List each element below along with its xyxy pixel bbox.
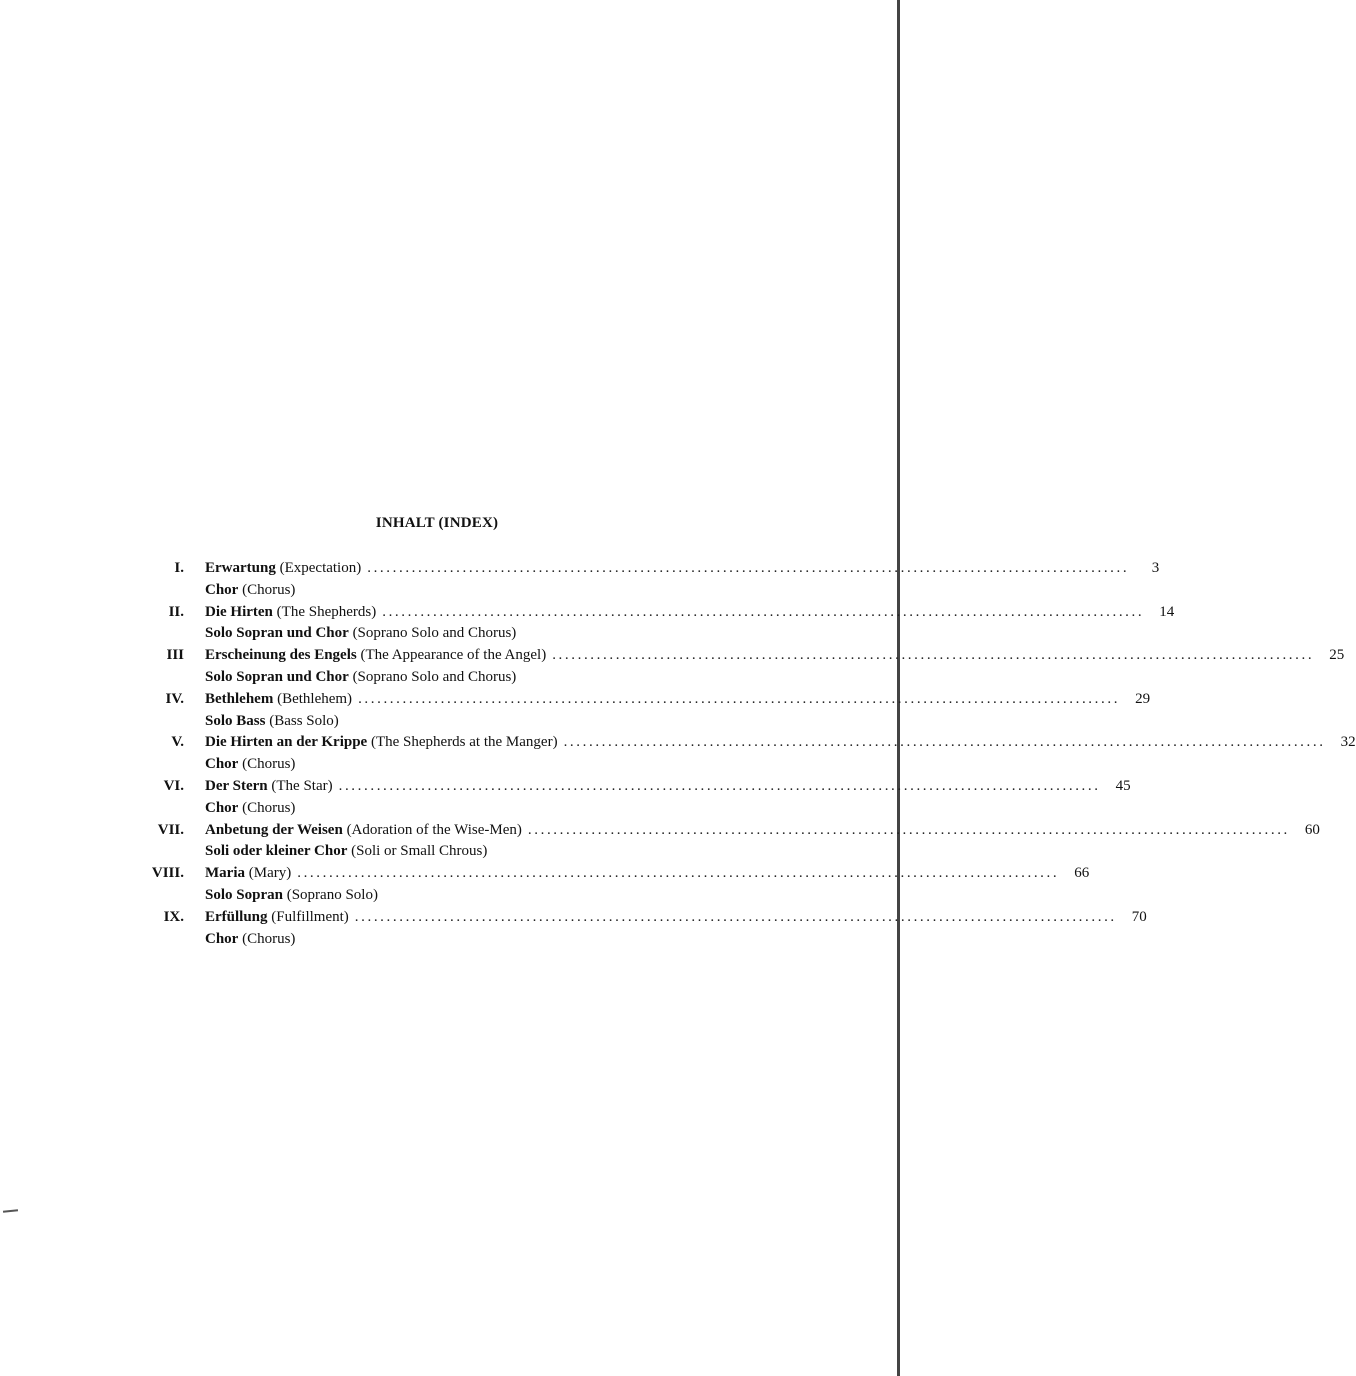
voice-translation: (Soli or Small Chrous) (351, 843, 488, 860)
voice-translation: (Soprano Solo and Chorus) (352, 625, 517, 642)
entry-translation: (The Shepherds at the Manger) (370, 734, 558, 751)
entry-translation: (Fulfillment) (271, 908, 349, 925)
entry-page-number: 29 (1135, 690, 1151, 707)
voice-label: Chor (205, 581, 239, 598)
entry-number: III (166, 647, 184, 664)
toc-voice-line (140, 798, 720, 820)
entry-translation: (Mary) (248, 865, 292, 882)
entry-number: II. (168, 603, 184, 620)
toc-entry[interactable] (140, 907, 1147, 929)
entry-number: VIII. (151, 865, 184, 882)
dot-leader: ........................................................................................................................ (527, 821, 1290, 838)
entry-translation: (Bethlehem) (277, 690, 353, 707)
dot-leader: ........................................................................................................................ (367, 560, 1130, 576)
table-of-contents (140, 558, 1356, 950)
toc-entry[interactable] (140, 602, 1175, 624)
voice-label: Chor (205, 799, 239, 816)
entry-page-number: 60 (1304, 821, 1320, 838)
toc-entry[interactable] (140, 689, 1151, 711)
page-title: INHALT (INDEX) (375, 515, 499, 531)
dot-leader: ........................................................................................................................ (297, 865, 1060, 882)
voice-translation: (Chorus) (242, 799, 296, 816)
entry-title: Maria (205, 865, 245, 882)
voice-translation: (Chorus) (242, 581, 296, 598)
toc-entry[interactable] (140, 776, 1131, 798)
entry-page-number: 3 (1151, 560, 1160, 576)
toc-entry[interactable] (140, 863, 1090, 885)
toc-voice-line (140, 929, 720, 951)
entry-page-number: 25 (1329, 647, 1345, 664)
voice-label: Soli oder kleiner Chor (205, 843, 348, 860)
entry-title: Anbetung der Weisen (205, 821, 343, 838)
entry-translation: (Adoration of the Wise-Men) (346, 821, 522, 838)
voice-translation: (Bass Solo) (269, 712, 339, 729)
entry-number: IV. (165, 690, 184, 707)
dot-leader: ........................................................................................................................ (338, 777, 1101, 794)
toc-voice-line (140, 711, 720, 733)
entry-translation: (The Star) (271, 777, 333, 794)
entry-page-number: 70 (1131, 908, 1147, 925)
entry-page-number: 45 (1115, 777, 1131, 794)
voice-label: Chor (205, 756, 239, 773)
voice-label: Solo Sopran (205, 886, 283, 903)
voice-label: Solo Sopran und Chor (205, 625, 349, 642)
entry-translation: (The Appearance of the Angel) (360, 647, 547, 664)
voice-translation: (Chorus) (242, 930, 296, 947)
toc-voice-line (140, 754, 720, 776)
entry-title: Bethlehem (205, 690, 274, 707)
toc-voice-line (140, 841, 720, 863)
entry-title: Erscheinung des Engels (205, 647, 357, 664)
toc-entry[interactable] (140, 558, 1160, 580)
entry-number: IX. (163, 908, 184, 925)
toc-entry[interactable] (140, 645, 1345, 667)
toc-voice-line (140, 580, 720, 602)
voice-label: Solo Bass (205, 712, 266, 729)
entry-number: I. (174, 560, 184, 576)
dot-leader: ........................................................................................................................ (382, 603, 1145, 620)
entry-translation: (Expectation) (279, 560, 362, 576)
dot-leader: ........................................................................................................................ (358, 690, 1121, 707)
entry-title: Die Hirten an der Krippe (205, 734, 368, 751)
entry-page-number: 32 (1340, 734, 1356, 751)
dot-leader: ........................................................................................................................ (552, 647, 1315, 664)
entry-page-number: 66 (1074, 865, 1090, 882)
voice-translation: (Chorus) (242, 756, 296, 773)
entry-title: Erfüllung (205, 908, 268, 925)
toc-voice-line (140, 623, 720, 645)
dot-leader: ........................................................................................................................ (354, 908, 1117, 925)
entry-title: Erwartung (205, 560, 276, 576)
voice-translation: (Soprano Solo) (286, 886, 378, 903)
toc-voice-line (140, 885, 720, 907)
entry-number: VII. (157, 821, 184, 838)
voice-label: Solo Sopran und Chor (205, 668, 349, 685)
entry-number: VI. (163, 777, 184, 794)
voice-translation: (Soprano Solo and Chorus) (352, 668, 517, 685)
entry-title: Die Hirten (205, 603, 273, 620)
entry-number: V. (171, 734, 184, 751)
entry-title: Der Stern (205, 777, 268, 794)
voice-label: Chor (205, 930, 239, 947)
toc-entry[interactable] (140, 820, 1320, 842)
toc-entry[interactable] (140, 732, 1356, 754)
entry-page-number: 14 (1159, 603, 1175, 620)
toc-voice-line (140, 667, 720, 689)
dot-leader: ........................................................................................................................ (563, 734, 1326, 751)
entry-translation: (The Shepherds) (276, 603, 377, 620)
scan-mark (3, 1209, 18, 1213)
